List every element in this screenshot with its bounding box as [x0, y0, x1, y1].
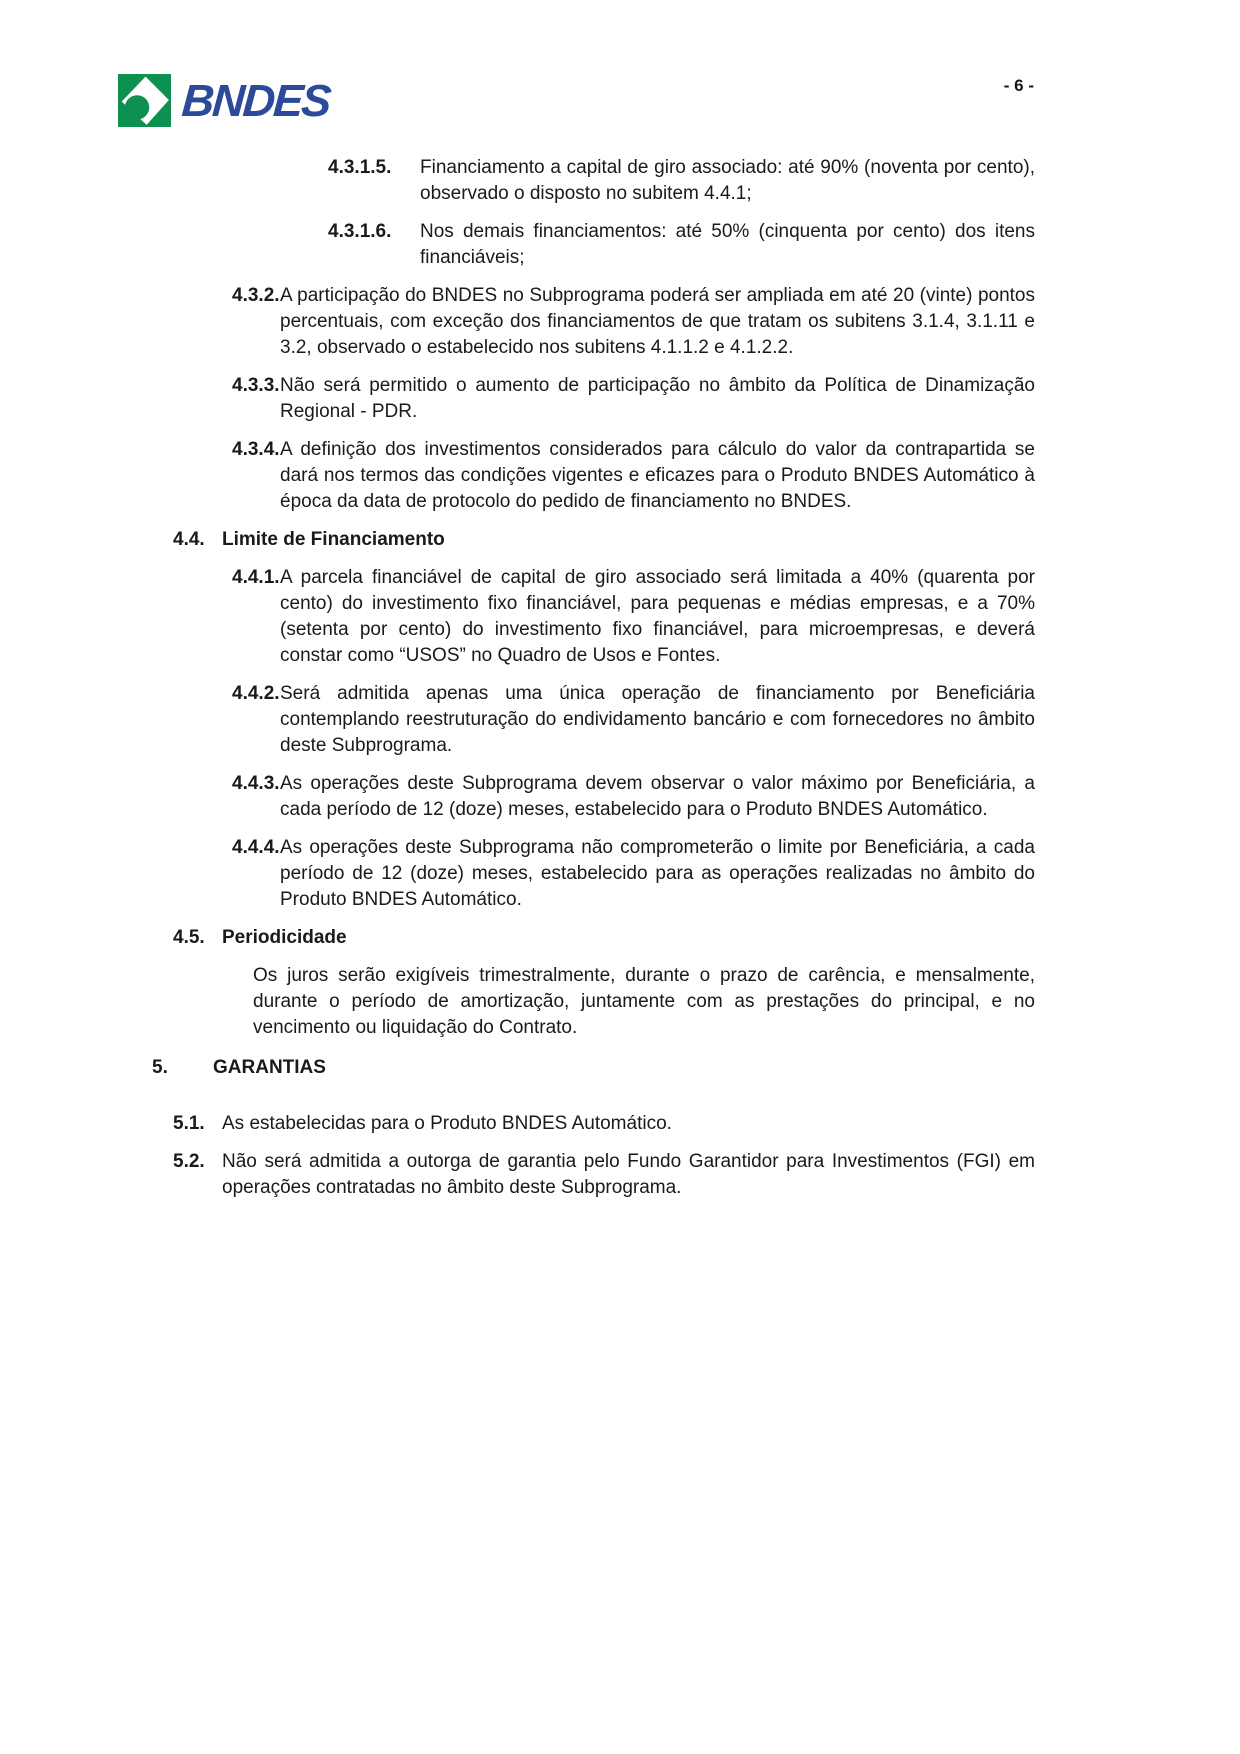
bndes-logo-text: BNDES — [180, 75, 332, 126]
item-text: A participação do BNDES no Subprograma poderá ser ampliada em até 20 (vinte) pontos percentuais, com exceção dos financiamentos de que tratam os subitens 3.1.4, 3.1.11 e 3.2, observado o estabelecido nos subitens 4.1.1.2 e 4.1.2.2. — [280, 285, 1035, 358]
paragraph-4-3-3 — [232, 373, 1240, 425]
item-text: A definição dos investimentos considerados para cálculo do valor da contrapartida se dará nos termos das condições vigentes e eficazes para o Produto BNDES Automático à época da data de protocolo do pedido de financiamento no BNDES. — [280, 439, 1035, 512]
item-text: GARANTIAS — [213, 1057, 326, 1078]
paragraph-4-4-4 — [232, 835, 1240, 913]
section-heading-5 — [152, 1055, 1240, 1081]
paragraph-4-3-1-6 — [328, 219, 1240, 271]
item-text: Nos demais financiamentos: até 50% (cinquenta por cento) dos itens financiáveis; — [420, 221, 1035, 268]
item-number: 4.4.1. — [232, 567, 280, 588]
item-number: 4.4. — [173, 529, 205, 550]
bndes-logo-icon — [118, 74, 171, 127]
page-number: - 6 - — [1003, 76, 1034, 95]
item-text: Periodicidade — [222, 927, 347, 948]
paragraph-4-4-3 — [232, 771, 1240, 823]
item-number: 5.1. — [173, 1113, 205, 1134]
item-number: 5. — [152, 1057, 168, 1078]
paragraph-4-3-4 — [232, 437, 1240, 515]
paragraph-4-3-1-5 — [328, 155, 1240, 207]
item-number: 4.3.3. — [232, 375, 280, 396]
paragraph-4-4-1 — [232, 565, 1240, 669]
item-text: Será admitida apenas uma única operação de financiamento por Beneficiária contemplando reestruturação do endividamento bancário e com fornecedores no âmbito deste Subprograma. — [280, 683, 1035, 756]
item-number: 4.3.4. — [232, 439, 280, 460]
paragraph-5-1 — [173, 1111, 1240, 1137]
item-number: 4.5. — [173, 927, 205, 948]
item-text: Limite de Financiamento — [222, 529, 445, 550]
item-text: A parcela financiável de capital de giro associado será limitada a 40% (quarenta por cento) do investimento fixo financiável, para pequenas e médias empresas, e a 70% (setenta por cento) do investimento fixo financiável, para microempresas, e deverá constar como “USOS” no Quadro de Usos e Fontes. — [280, 567, 1035, 666]
item-text: Financiamento a capital de giro associado: até 90% (noventa por cento), observado o disposto no subitem 4.4.1; — [420, 157, 1035, 204]
item-text: As operações deste Subprograma não comprometerão o limite por Beneficiária, a cada período de 12 (doze) meses, estabelecido para as operações realizadas no âmbito do Produto BNDES Automático. — [280, 837, 1035, 910]
item-number: 4.3.2. — [232, 285, 280, 306]
paragraph-4-4-2 — [232, 681, 1240, 759]
paragraph-4-3-2 — [232, 283, 1240, 361]
item-number: 4.4.4. — [232, 837, 280, 858]
item-text: Não será admitida a outorga de garantia pelo Fundo Garantidor para Investimentos (FGI) em operações contratadas no âmbito deste Subprograma. — [222, 1151, 1035, 1198]
item-number: 4.3.1.5. — [328, 157, 392, 178]
item-text: Os juros serão exigíveis trimestralmente, durante o prazo de carência, e mensalmente, durante o período de amortização, juntamente com as prestações do principal, e no vencimento ou liquidação do Contrato. — [253, 965, 1035, 1038]
item-number: 4.3.1.6. — [328, 221, 392, 242]
bndes-logo — [118, 74, 336, 127]
item-text: Não será permitido o aumento de participação no âmbito da Política de Dinamização Regional - PDR. — [280, 375, 1035, 422]
item-text: As estabelecidas para o Produto BNDES Automático. — [222, 1113, 672, 1134]
item-text: As operações deste Subprograma devem observar o valor máximo por Beneficiária, a cada período de 12 (doze) meses, estabelecido para o Produto BNDES Automático. — [280, 773, 1035, 820]
item-number: 4.4.3. — [232, 773, 280, 794]
item-number: 4.4.2. — [232, 683, 280, 704]
document-body — [0, 155, 1240, 1213]
paragraph-5-2 — [173, 1149, 1240, 1201]
item-number: 5.2. — [173, 1151, 205, 1172]
section-heading-4-5 — [173, 925, 1240, 951]
section-heading-4-4 — [173, 527, 1240, 553]
paragraph-unnumbered — [253, 963, 1240, 1041]
